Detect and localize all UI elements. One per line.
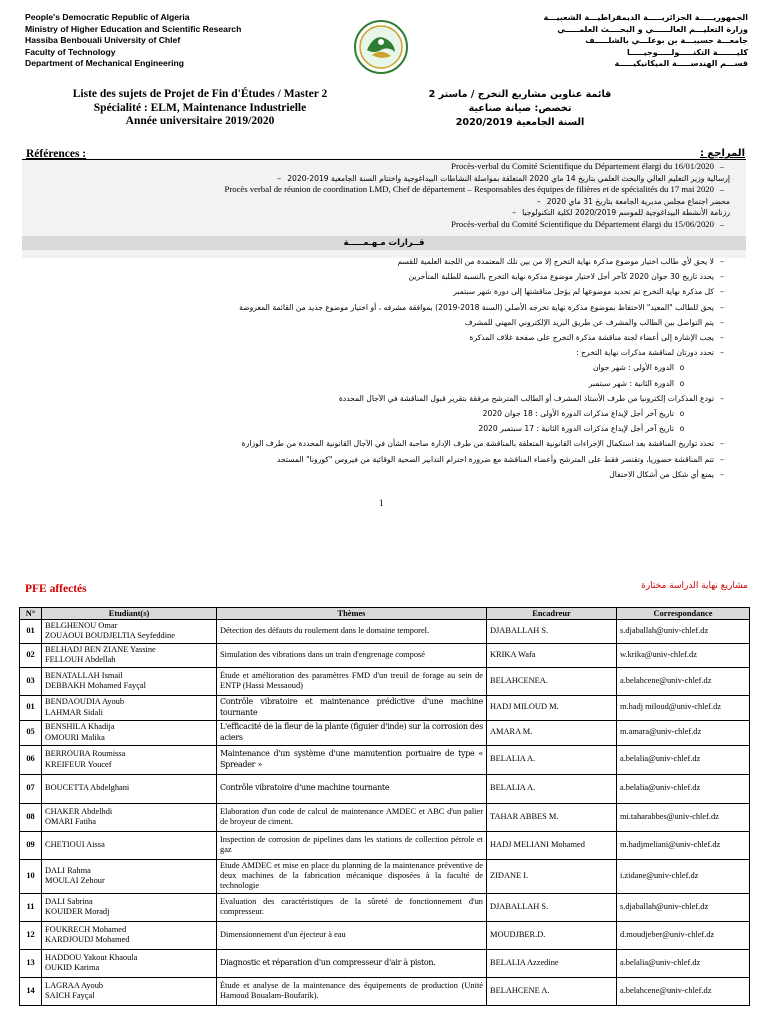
table-row	[20, 643, 750, 667]
decision-text: يحدد تاريخ 30 جوان 2020 كآخر أجل لاختيار موضوع مذكرة نهاية التخرج بالنسبة للطلبة المتأخرين	[408, 272, 714, 282]
student-name: BELGHENOU Omar	[45, 621, 118, 630]
row-number: 11	[20, 893, 42, 921]
bullet-dash: –	[719, 218, 725, 229]
table-row	[20, 774, 750, 803]
header-right-line: وزارة التعليـــم العالــــــي و البحــــث العلمـــــي	[557, 24, 748, 34]
supervisor-cell: KRIKA Wafa	[487, 643, 617, 667]
students-cell	[42, 921, 217, 949]
bullet-dash: –	[720, 287, 724, 297]
theme-cell: Inspection de corrosion de pipelines dans les stations de collection pétrole et gaz	[217, 831, 487, 859]
header-supervisor: Encadreur	[487, 608, 617, 620]
email-cell: i.zidane@univ-chlef.dz	[617, 859, 750, 893]
table-row	[20, 720, 750, 745]
reference-text: Procès-verbal du Comité Scientifique du Département élargi du 16/01/2020	[451, 161, 714, 171]
student-name: OUKID Karima	[45, 963, 100, 973]
decisions-title: قــرارات مـهـمـــــة	[343, 238, 425, 248]
students-cell	[42, 774, 217, 803]
decision-item	[40, 360, 730, 375]
reference-text: محضر اجتماع مجلس مديرية الجامعة بتاريخ 31 ماي 2020	[546, 196, 730, 206]
theme-cell: Simulation des vibrations dans un train d'engrenage composé	[217, 643, 487, 667]
supervisor-cell: BELALIA A.	[487, 745, 617, 774]
theme-cell: Contrôle vibratoire d'une machine tournante	[217, 774, 487, 803]
table-row	[20, 859, 750, 893]
row-number: 08	[20, 803, 42, 831]
pfe-title-arabic: مشاريع نهاية الدراسة مختارة	[641, 581, 748, 591]
students-cell	[42, 893, 217, 921]
header-email: Correspondance	[617, 608, 750, 620]
decisions-list	[40, 254, 730, 482]
header-right-line: الجمهوريـــــة الجزائريـــــة الديمقراطيـــة الشعبيـــة	[543, 13, 748, 22]
supervisor-cell: ZIDANE I.	[487, 859, 617, 893]
reference-item	[40, 161, 730, 173]
header-left-line: People's Democratic Republic of Algeria	[25, 12, 190, 22]
student-name: FOUKRECH Mohamed	[45, 924, 127, 934]
supervisor-cell: AMARA M.	[487, 720, 617, 745]
circle-bullet: o	[679, 424, 685, 434]
student-name: CHETIOUI Aissa	[45, 839, 105, 849]
row-number: 10	[20, 859, 42, 893]
decision-item	[40, 300, 730, 315]
title-arabic-line: السنة الجامعية 2020/2019	[455, 117, 585, 128]
email-cell: d.moudjeber@univ-chlef.dz	[617, 921, 750, 949]
decision-item	[40, 452, 730, 467]
circle-bullet: o	[679, 409, 685, 419]
decision-text: يحق للطالب "المعيد" الاحتفاظ بموضوع مذكرة نهاية تخرجه الأصلي (السنة 2018-2019) بموافقة مشرفه ، أو اختيار موضوع جديد من القائمة المعروضة	[239, 302, 714, 312]
header-number: N°	[20, 608, 42, 620]
row-number: 02	[20, 643, 42, 667]
decision-text: كل مذكرة نهاية التخرج تم تحديد موضوعها لم يؤجل مناقشتها إلى دورة شهر سبتمبر	[453, 287, 714, 297]
bullet-dash: –	[720, 257, 724, 266]
decision-item	[40, 376, 730, 391]
email-cell: a.belalia@univ-chlef.dz	[617, 774, 750, 803]
student-name: BENSHILA Khadija	[45, 722, 115, 732]
student-name: LAGRAA Ayoub	[45, 980, 104, 990]
bullet-dash: –	[720, 348, 724, 358]
decision-text: تحدد تواريخ المناقشة بعد استكمال الإجراءات القانونية المتعلقة بالمناقشة من طرف الإدارة صاحبة الشأن في الآجال القانونية المحددة من طرف الوزارة	[241, 439, 714, 449]
bullet-dash: –	[720, 317, 724, 327]
student-name: CHAKER Abdelhdi	[45, 806, 113, 816]
reference-text: Procès verbal de réunion de coordination LMD, Chef de département – Responsables des équipes de filières et de spécialités du 17 mai 2020	[224, 184, 714, 195]
reference-item	[40, 207, 730, 219]
pfe-table	[19, 607, 750, 1006]
reference-item	[40, 196, 730, 208]
bullet-dash: –	[720, 454, 724, 464]
theme-cell: L'efficacité de la fleur de la plante (figuier d'inde) sur la corrosion des aciers	[217, 720, 487, 745]
student-name: KREIFEUR Youcef	[45, 759, 112, 769]
decision-text: تحدد دورتان لمناقشة مذكرات نهاية التخرج :	[576, 348, 714, 358]
header-right-line: جامعـــة حسيبـــة بن بوعلـــي بالشلـــــف	[585, 36, 748, 46]
decision-item	[40, 406, 730, 421]
table-header-row	[20, 608, 750, 620]
students-cell	[42, 620, 217, 644]
header-right-arabic	[544, 12, 748, 70]
theme-cell: Détection des défauts du roulement dans le domaine temporel.	[217, 620, 487, 644]
title-french-line: Année universitaire 2019/2020	[125, 115, 275, 127]
header-left	[25, 12, 241, 70]
decision-item	[40, 284, 730, 299]
university-logo	[354, 20, 408, 74]
references-label-arabic: المراجع :	[699, 148, 745, 159]
student-name: ZOUAOUI BOUDJELTIA Seyfeddine	[45, 631, 175, 641]
student-name: DALI Rahma	[45, 865, 91, 875]
student-name: DALI Sabrina	[45, 896, 93, 906]
header-left-line: Department of Mechanical Engineering	[25, 58, 185, 69]
row-number: 07	[20, 774, 42, 803]
bullet-dash: –	[536, 196, 541, 206]
decision-text: تتم المناقشة حضوريا، وتقتصر فقط على المترشح وأعضاء المناقشة مع ضرورة احترام التدابير الصحية الوقائية من فيروس "كورونا" المستجد	[276, 454, 714, 464]
students-cell	[42, 859, 217, 893]
theme-cell: Contrôle vibratoire et maintenance prédictive d'une machine tournante	[217, 695, 487, 720]
student-name: LAHMAR Sidali	[45, 707, 103, 717]
students-cell	[42, 720, 217, 745]
reference-text: رزنامة الأنشطة البيداغوجية للموسم 2020/2019 لكلية التكنولوجيا	[522, 208, 730, 218]
email-cell: w.krika@univ-chlef.dz	[617, 643, 750, 667]
decision-item	[40, 467, 730, 482]
decision-text: يتم التواصل بين الطالب والمشرف عن طريق البريد الإلكتروني المهني للمشرف	[464, 317, 714, 327]
student-name: BOUCETTA Abdelghani	[45, 783, 130, 793]
decision-text: يجب الإشارة إلى أعضاء لجنة مناقشة مذكرة التخرج على صفحة غلاف المذكرة	[469, 333, 714, 343]
bullet-dash: –	[720, 302, 724, 312]
decision-item	[40, 391, 730, 406]
bullet-dash: –	[720, 439, 724, 449]
student-name: BERROUBA Roumissa	[45, 749, 126, 759]
theme-cell: Dimensionnement d'un éjecteur à eau	[217, 921, 487, 949]
student-name: BENDAOUDIA Ayoub	[45, 697, 125, 707]
theme-cell: Evaluation des caractéristiques de la sûreté de fonctionnement d'un compresseur.	[217, 893, 487, 921]
supervisor-cell: DJABALLAH S.	[487, 620, 617, 644]
header-right-line: كليـــــــة التكنـــــولـــــوجيـــــا	[627, 47, 748, 57]
supervisor-cell: MOUDJBER.D.	[487, 921, 617, 949]
bullet-dash: –	[720, 469, 724, 479]
header-left-line: Ministry of Higher Education and Scientific Research	[25, 23, 242, 34]
supervisor-cell: HADJ MILOUD M.	[487, 695, 617, 720]
decision-text: تاريخ آخر أجل لإيداع مذكرات الدورة الثانية : 17 سبتمبر 2020	[478, 424, 674, 434]
pfe-title: PFE affectés	[25, 583, 87, 595]
student-name: KOUIDER Moradj	[45, 907, 110, 917]
table-row	[20, 977, 750, 1005]
table-row	[20, 921, 750, 949]
row-number: 13	[20, 949, 42, 977]
header-themes: Thèmes	[217, 608, 487, 620]
supervisor-cell: BELAHCENEA.	[487, 667, 617, 695]
title-french-line: Spécialité : ELM, Maintenance Industrielle	[93, 101, 307, 114]
decision-text: تودع المذكرات إلكترونيا من طرف الأستاذ المشرف أو الطالب المترشح مرفقة بتقرير قبول المناقشة في الآجال المحددة	[338, 393, 714, 403]
table-row	[20, 695, 750, 720]
decision-item	[40, 315, 730, 330]
students-cell	[42, 977, 217, 1005]
table-row	[20, 803, 750, 831]
table-row	[20, 620, 750, 644]
circle-bullet: o	[679, 363, 685, 373]
header-left-line: Hassiba Benbouali University of Chlef	[25, 35, 181, 46]
email-cell: s.djaballah@univ-chlef.dz	[617, 620, 750, 644]
bullet-dash: –	[720, 393, 724, 403]
bullet-dash: –	[277, 173, 282, 183]
references-divider	[22, 159, 746, 160]
student-name: OMOURI Malika	[45, 732, 105, 742]
decision-item	[40, 436, 730, 451]
supervisor-cell: DJABALLAH S.	[487, 893, 617, 921]
title-french-line: Liste des sujets de Projet de Fin d'Études / Master 2	[72, 88, 328, 100]
row-number: 12	[20, 921, 42, 949]
student-name: BELHADJ BEN ZIANE Yassine	[45, 644, 156, 654]
decision-text: يمنع أي شكل من أشكال الاحتفال	[609, 469, 714, 479]
reference-text: Procès-verbal du Comité Scientifique du Département élargi du 15/06/2020	[451, 218, 714, 229]
table-row	[20, 667, 750, 695]
circle-bullet: o	[679, 378, 685, 388]
students-cell	[42, 667, 217, 695]
reference-item	[40, 173, 730, 185]
bullet-dash: –	[719, 184, 725, 195]
title-french	[20, 88, 380, 129]
students-cell	[42, 949, 217, 977]
reference-item	[40, 184, 730, 196]
bullet-dash: –	[512, 208, 516, 218]
theme-cell: Elaboration d'un code de calcul de maintenance AMDEC et ABC d'un palier de broyeur de ciment.	[217, 803, 487, 831]
decision-text: تاريخ آخر أجل لإيداع مذكرات الدورة الأولى : 18 جوان 2020	[482, 409, 674, 419]
row-number: 09	[20, 831, 42, 859]
decision-text: الدورة الثانية : شهر سبتمبر	[588, 378, 674, 388]
references-label: Références :	[26, 148, 87, 160]
row-number: 01	[20, 695, 42, 720]
reference-text: إرسالية وزير التعليم العالي والبحث العلمي بتاريخ 14 ماي 2020 المتعلقة بمواصلة النشاطات البيداغوجية واختتام السنة الجامعية 2019-2020	[287, 173, 730, 183]
decision-item	[40, 345, 730, 360]
decision-item	[40, 421, 730, 436]
students-cell	[42, 803, 217, 831]
theme-cell: Maintenance d'un système d'une manutention portuaire de type « Spreader »	[217, 745, 487, 774]
row-number: 01	[20, 620, 42, 644]
students-cell	[42, 745, 217, 774]
row-number: 14	[20, 977, 42, 1005]
students-cell	[42, 831, 217, 859]
students-cell	[42, 695, 217, 720]
theme-cell: Étude et analyse de la maintenance des équipements de production (Unité Hamoud Boualam-Boufarik).	[217, 977, 487, 1005]
bullet-dash: –	[720, 333, 724, 343]
email-cell: a.belalia@univ-chlef.dz	[617, 745, 750, 774]
supervisor-cell: BELAHCENE A.	[487, 977, 617, 1005]
decision-item	[40, 330, 730, 345]
student-name: KARDJOUDJ Mohamed	[45, 935, 130, 945]
supervisor-cell: HADJ MELIANI Mohamed	[487, 831, 617, 859]
email-cell: m.hadjmeliani@univ-chlef.dz	[617, 831, 750, 859]
student-name: HADDOU Yakout Khaoula	[45, 952, 138, 962]
email-cell: a.belahcene@univ-chlef.dz	[617, 667, 750, 695]
title-arabic	[420, 88, 620, 130]
student-name: SAICH Fayçal	[45, 991, 95, 1001]
supervisor-cell: BELALIA A.	[487, 774, 617, 803]
email-cell: mi.taharabbes@univ-chlef.dz	[617, 803, 750, 831]
student-name: FELLOUH Abdellah	[45, 655, 116, 665]
email-cell: s.djaballah@univ-chlef.dz	[617, 893, 750, 921]
decision-item	[40, 269, 730, 284]
title-arabic-line: قائمة عناوين مشاريع التخرج / ماستر 2	[428, 89, 612, 100]
decision-text: الدورة الأولى : شهر جوان	[592, 363, 674, 373]
bullet-dash: –	[720, 272, 724, 282]
row-number: 05	[20, 720, 42, 745]
table-row	[20, 949, 750, 977]
students-cell	[42, 643, 217, 667]
row-number: 06	[20, 745, 42, 774]
student-name: BENATALLAH Ismail	[45, 670, 123, 680]
theme-cell: Diagnostic et réparation d'un compresseur d'air à piston.	[217, 949, 487, 977]
email-cell: a.belalia@univ-chlef.dz	[617, 949, 750, 977]
supervisor-cell: TAHAR ABBES M.	[487, 803, 617, 831]
theme-cell: Étude et amélioration des paramètres FMD d'un treuil de forage au sein de ENTP (Hassi Messaoud)	[217, 667, 487, 695]
table-row	[20, 831, 750, 859]
header-right-line: قســـم الهندســـــة الميكانيكيـــــة	[614, 59, 748, 69]
decision-item	[40, 254, 730, 269]
email-cell: m.amara@univ-chlef.dz	[617, 720, 750, 745]
email-cell: m.hadj miloud@univ-chlef.dz	[617, 695, 750, 720]
header-students: Etudiant(s)	[42, 608, 217, 620]
references-list	[40, 161, 730, 231]
table-row	[20, 745, 750, 774]
reference-item	[40, 219, 730, 231]
decision-text: لا يحق لأي طالب اختيار موضوع مذكرة نهاية التخرج إلا من بين تلك المعتمدة من اللجنة العلمية للقسم	[397, 257, 714, 266]
student-name: DEBBAKH Mohamed Fayçal	[45, 681, 146, 691]
header-left-line: Faculty of Technology	[25, 46, 116, 57]
student-name: MOULAI Zehour	[45, 876, 105, 886]
table-row	[20, 893, 750, 921]
student-name: OMARI Fatiha	[45, 817, 96, 827]
supervisor-cell: BELALIA Azzedine	[487, 949, 617, 977]
bullet-dash: –	[719, 161, 725, 171]
title-arabic-line: تخصص: صيانة صناعية	[468, 103, 572, 114]
row-number: 03	[20, 667, 42, 695]
email-cell: a.belahcene@univ-chlef.dz	[617, 977, 750, 1005]
page-number: 1	[379, 498, 384, 508]
theme-cell: Etude AMDEC et mise en place du planning de la maintenance préventive de deux machines de la fabrication mécanique disposées à la faculté de technologie	[217, 859, 487, 893]
